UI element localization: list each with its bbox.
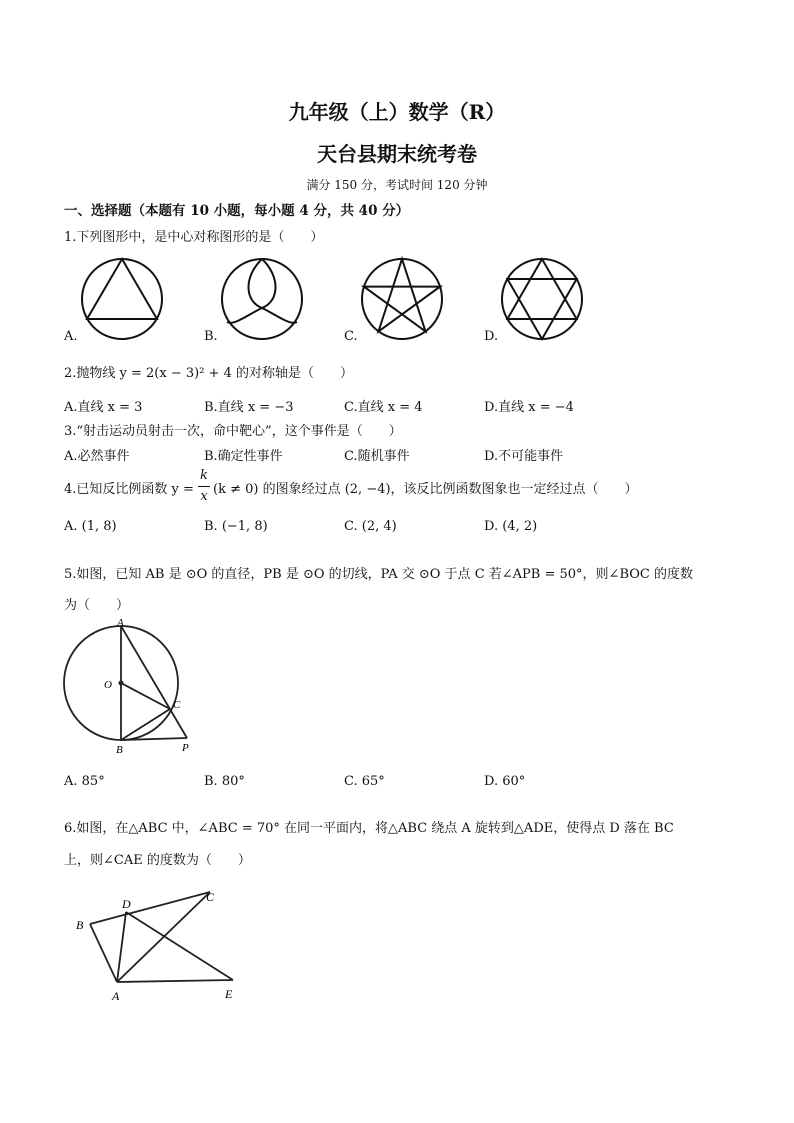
question-4-option-a: A. (1, 8) xyxy=(64,519,117,534)
question-1-stem: 1.下列图形中，是中心对称图形的是（ ） xyxy=(64,230,324,245)
exam-info: 满分 150 分，考试时间 120 分钟 xyxy=(306,178,488,192)
question-4-stem-end: (k ≠ 0) 的图象经过点 (2, −4)，该反比例函数图象也一定经过点（ ） xyxy=(213,482,638,497)
question-4-stem-start: 4.已知反比例函数 y = xyxy=(64,482,194,497)
figure5-label-o: O xyxy=(104,679,112,691)
question-5-option-c: C. 65° xyxy=(344,774,385,789)
question-2-stem: 2.抛物线 y = 2(x − 3)² + 4 的对称轴是（ ） xyxy=(64,366,353,381)
question-2-option-c: C.直线 x = 4 xyxy=(344,400,423,415)
question-3-option-b: B.确定性事件 xyxy=(204,449,283,464)
question-5-option-b: B. 80° xyxy=(204,774,245,789)
question-3-option-d: D.不可能事件 xyxy=(484,449,564,464)
question-5-option-d: D. 60° xyxy=(484,774,526,789)
question-1-option-a: A. xyxy=(64,329,78,344)
question-5-stem-line1: 5.如图，已知 AB 是 ⊙O 的直径，PB 是 ⊙O 的切线，PA 交 ⊙O 于点 C 若∠APB = 50°，则∠BOC 的度数 xyxy=(64,567,693,582)
figure6-label-c: C xyxy=(206,890,215,904)
question-3-option-c: C.随机事件 xyxy=(344,449,410,464)
page-title: 九年级（上）数学（R） xyxy=(288,100,506,124)
figure-triangle-rotation xyxy=(70,884,245,1009)
question-4-fraction-denominator: x xyxy=(200,489,208,504)
figure6-label-d: D xyxy=(122,897,131,911)
question-2-option-d: D.直线 x = −4 xyxy=(484,400,574,415)
question-1-option-b: B. xyxy=(204,329,218,344)
figure-circle-tangent xyxy=(62,617,202,760)
question-2-option-a: A.直线 x = 3 xyxy=(64,400,143,415)
question-1-option-c: C. xyxy=(344,329,358,344)
figure-circle-triangle xyxy=(79,256,165,342)
question-5-option-a: A. 85° xyxy=(64,774,105,789)
figure5-label-c: C xyxy=(173,699,181,711)
question-6-stem-line1: 6.如图，在△ABC 中，∠ABC = 70° 在同一平面内，将△ABC 绕点 A 旋转到△ADE，使得点 D 落在 BC xyxy=(64,821,674,836)
question-4-option-b: B. (−1, 8) xyxy=(204,519,268,534)
question-4-option-d: D. (4, 2) xyxy=(484,519,538,534)
question-4-fraction-numerator: k xyxy=(200,468,208,483)
figure6-label-b: B xyxy=(76,918,84,932)
figure-circle-three-arcs xyxy=(219,256,305,342)
question-2-option-b: B.直线 x = −3 xyxy=(204,400,294,415)
question-4-fraction-bar xyxy=(198,486,210,487)
figure-circle-hexagram xyxy=(499,256,585,342)
page-subtitle: 天台县期末统考卷 xyxy=(317,142,477,166)
question-4-option-c: C. (2, 4) xyxy=(344,519,397,534)
figure6-label-e: E xyxy=(225,987,233,1001)
figure5-label-b: B xyxy=(116,744,123,756)
question-6-stem-line2: 上，则∠CAE 的度数为（ ） xyxy=(64,853,251,868)
question-5-stem-line2: 为（ ） xyxy=(64,598,130,613)
figure5-label-a: A xyxy=(117,617,124,629)
question-3-stem: 3.“射击运动员射击一次，命中靶心”，这个事件是（ ） xyxy=(64,424,402,439)
question-1-option-d: D. xyxy=(484,329,499,344)
figure6-label-a: A xyxy=(112,989,120,1003)
figure5-label-p: P xyxy=(182,742,189,754)
question-3-option-a: A.必然事件 xyxy=(64,449,130,464)
section-heading: 一、选择题（本题有 10 小题，每小题 4 分，共 40 分） xyxy=(64,203,410,219)
figure-circle-pentagram xyxy=(359,256,445,342)
